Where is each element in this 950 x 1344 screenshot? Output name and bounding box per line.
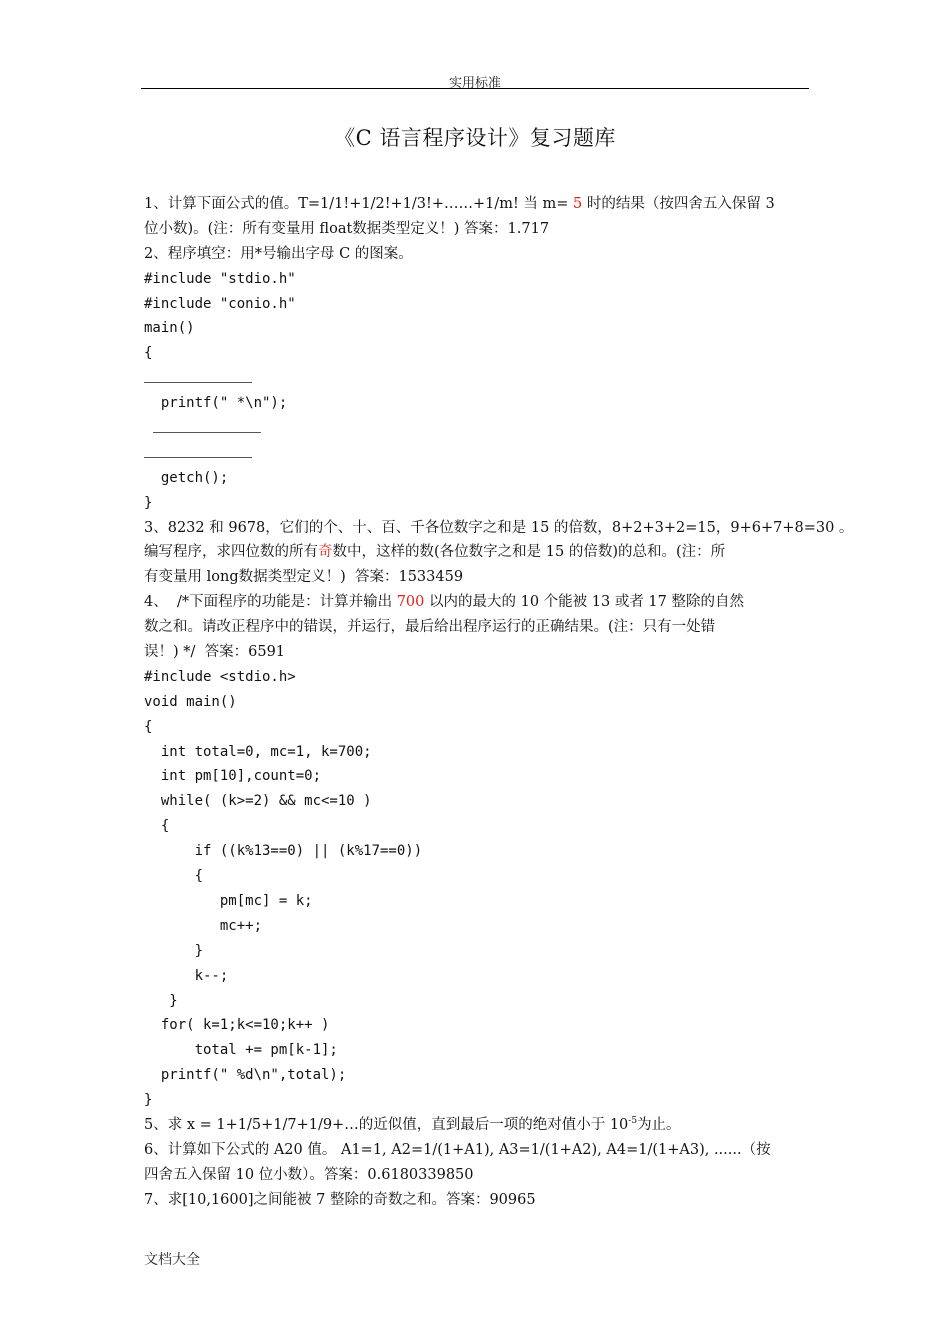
page-footer: 文档大全 bbox=[144, 1252, 200, 1268]
q5-line bbox=[144, 1113, 810, 1138]
code-line: for( k=1;k<=10;k++ ) bbox=[144, 1017, 330, 1034]
code-line: printf(" %d\n",total); bbox=[144, 1067, 347, 1084]
code-line: int total=0, mc=1, k=700; bbox=[144, 743, 372, 760]
q1-line-2: 位小数)。(注：所有变量用 float数据类型定义！) 答案：1.717 bbox=[144, 220, 550, 237]
q5-text-b: 为止。 bbox=[637, 1116, 681, 1133]
code-line: main() bbox=[144, 320, 195, 337]
q3-text-b: 数中，这样的数(各位数字之和是 15 的倍数)的总和。(注：所 bbox=[332, 544, 726, 561]
q4-line-3: 误！) */ 答案：6591 bbox=[144, 644, 286, 661]
q3-line-3: 有变量用 long数据类型定义！) 答案：1533459 bbox=[144, 569, 464, 586]
code-line: { bbox=[144, 818, 170, 835]
q7-line: 7、求[10,1600]之间能被 7 整除的奇数之和。答案：90965 bbox=[144, 1191, 536, 1208]
q3-line-1: 3、8232 和 9678，它们的个、十、百、千各位数字之和是 15 的倍数，8+2+3+2=15，9+6+7+8=30 。 bbox=[144, 519, 854, 536]
q6-line-2: 四舍五入保留 10 位小数）。答案：0.6180339850 bbox=[144, 1166, 474, 1183]
code-line: #include <stdio.h> bbox=[144, 668, 296, 685]
code-line: total += pm[k-1]; bbox=[144, 1042, 338, 1059]
code-line: mc++; bbox=[144, 917, 263, 934]
fill-blank-line bbox=[144, 441, 810, 466]
q4-text-a: 4、 /*下面程序的功能是：计算并输出 bbox=[144, 594, 397, 611]
q1-highlight: 5 bbox=[573, 196, 583, 212]
q5-exponent: -5 bbox=[628, 1116, 638, 1127]
fill-blank-line bbox=[144, 416, 810, 441]
document-title: 《C 语言程序设计》复习题库 bbox=[334, 126, 616, 150]
fill-blank-1 bbox=[144, 366, 252, 383]
code-line: pm[mc] = k; bbox=[144, 892, 313, 909]
code-line: if ((k%13==0) || (k%17==0)) bbox=[144, 843, 423, 860]
q4-line-2: 数之和。请改正程序中的错误，并运行，最后给出程序运行的正确结果。(注：只有一处错 bbox=[144, 619, 716, 636]
q6-line-1: 6、计算如下公式的 A20 值。 A1=1, A2=1/(1+A1), A3=1/(1+A2), A4=1/(1+A3), ......（按 bbox=[144, 1141, 771, 1158]
code-line: k--; bbox=[144, 967, 229, 984]
page-header: 实用标准 bbox=[448, 76, 501, 91]
q3-line-2 bbox=[144, 540, 810, 565]
code-line: { bbox=[144, 345, 153, 362]
code-line: getch(); bbox=[144, 469, 229, 486]
q3-highlight: 奇 bbox=[318, 544, 333, 561]
fill-blank-2 bbox=[153, 416, 261, 433]
code-line: } bbox=[144, 992, 178, 1009]
document-body bbox=[144, 192, 854, 1213]
code-line: } bbox=[144, 942, 204, 959]
q4-line-1 bbox=[144, 590, 810, 615]
code-line: { bbox=[144, 868, 204, 885]
code-line: while( (k>=2) && mc<=10 ) bbox=[144, 793, 372, 810]
code-line: #include "conio.h" bbox=[144, 295, 296, 312]
q4-text-b: 以内的最大的 10 个能被 13 或者 17 整除的自然 bbox=[424, 594, 744, 611]
code-line: } bbox=[144, 1092, 153, 1109]
code-line: void main() bbox=[144, 693, 237, 710]
code-line: printf(" *\n"); bbox=[144, 395, 288, 412]
q4-highlight: 700 bbox=[396, 594, 425, 611]
code-line: int pm[10],count=0; bbox=[144, 768, 322, 785]
fill-blank-line bbox=[144, 366, 810, 391]
code-line: } bbox=[144, 494, 153, 511]
q2-intro: 2、程序填空：用*号输出字母 C 的图案。 bbox=[144, 245, 413, 262]
q1-line-1 bbox=[144, 192, 810, 217]
code-line: #include "stdio.h" bbox=[144, 270, 296, 287]
q3-text-a: 编写程序，求四位数的所有 bbox=[144, 544, 318, 561]
header-rule bbox=[141, 88, 809, 89]
code-line: { bbox=[144, 718, 153, 735]
fill-blank-3 bbox=[144, 441, 252, 458]
q5-text-a: 5、求 x = 1+1/5+1/7+1/9+…的近似值，直到最后一项的绝对值小于 10 bbox=[144, 1116, 629, 1133]
q1-text-a: 1、计算下面公式的值。T=1/1!+1/2!+1/3!+……+1/m! 当 m= bbox=[144, 196, 574, 212]
q1-text-b: 时的结果（按四舍五入保留 3 bbox=[582, 196, 775, 212]
